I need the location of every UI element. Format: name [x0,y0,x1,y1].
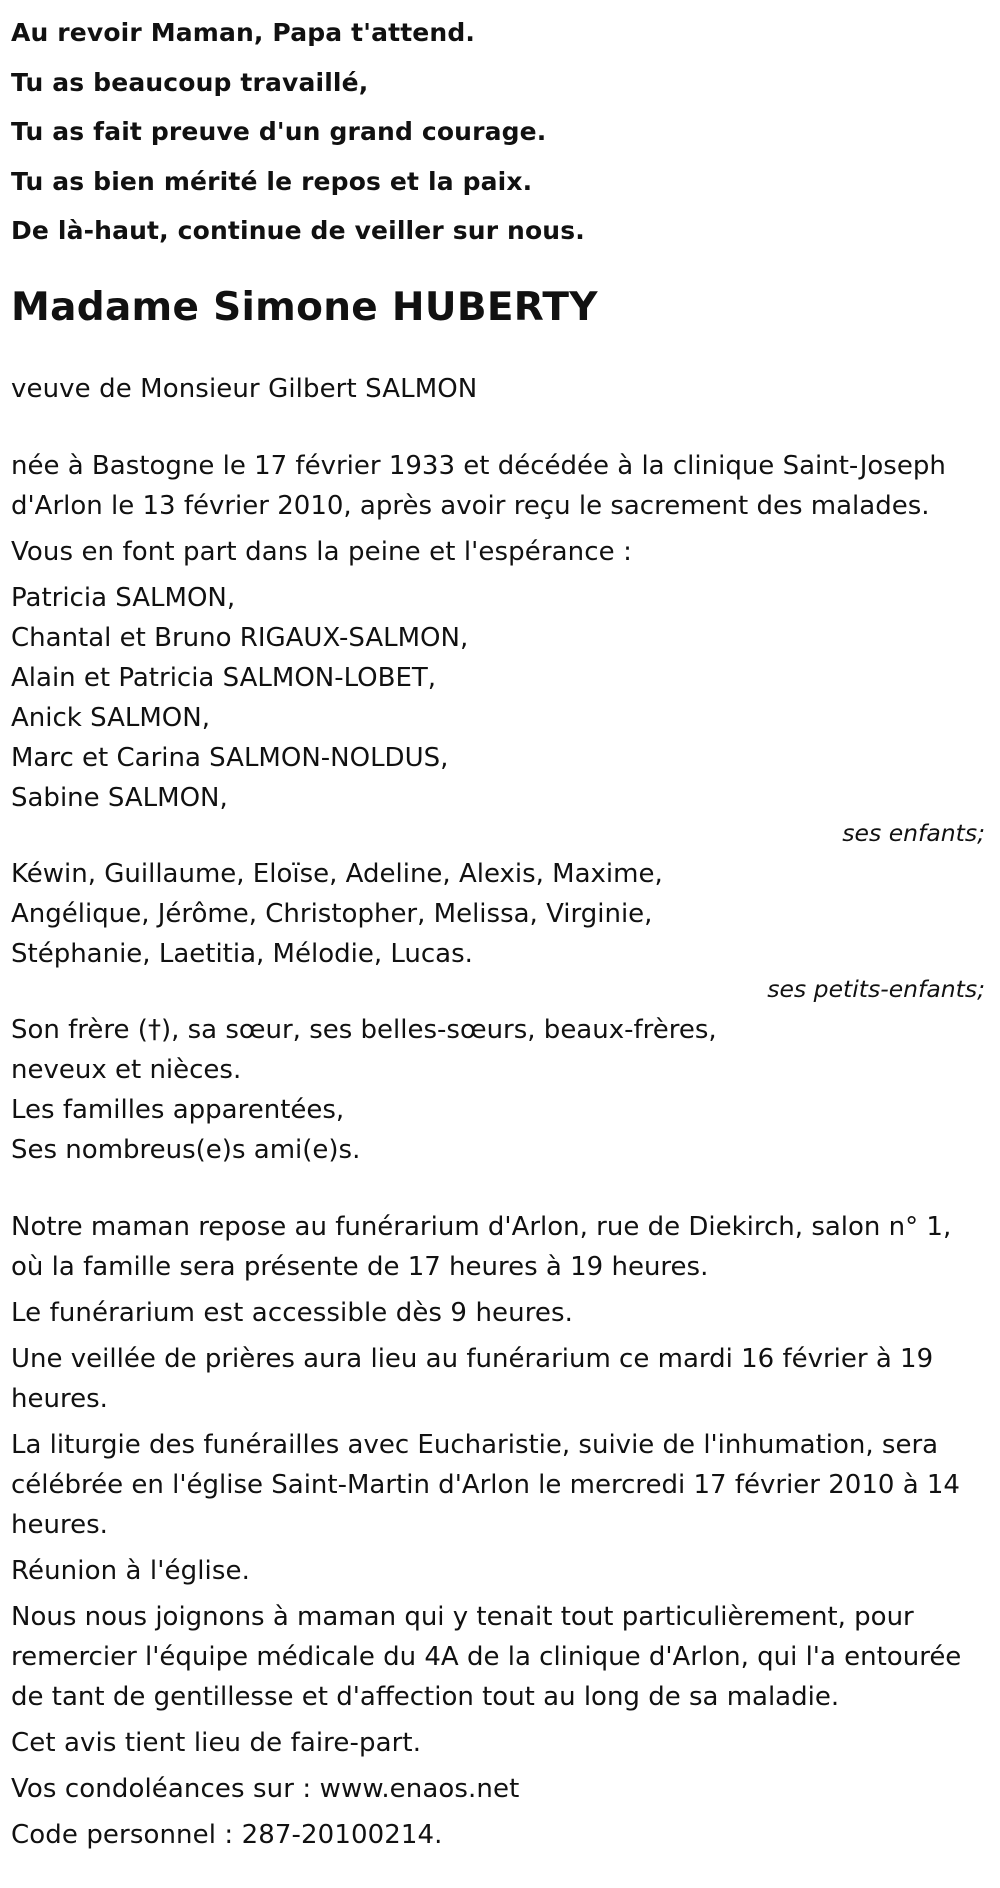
relatives-line: Son frère (†), sa sœur, ses belles-sœurs, beaux-frères, [11,1014,717,1045]
personal-code: Code personnel : 287-20100214. [11,1819,443,1850]
grandchildren-list [11,854,989,974]
children-list [11,578,989,818]
birth-death-paragraph [11,446,989,526]
child-entry: Chantal et Bruno RIGAUX-SALMON, [11,622,469,653]
child-entry: Patricia SALMON, [11,582,236,613]
farewell-verse [11,0,989,256]
grandchildren-line: Angélique, Jérôme, Christopher, Melissa, Virginie, [11,898,653,929]
condolences-text: Vos condoléances sur : www.enaos.net [11,1773,520,1804]
relatives-line: Les familles apparentées, [11,1094,345,1125]
verse-line: Tu as bien mérité le repos et la paix. [11,166,533,196]
funeral-home-line: où la famille sera présente de 17 heures à 19 heures. [11,1251,709,1282]
liturgy-line: La liturgie des funérailles avec Eucharistie, suivie de l'inhumation, sera [11,1429,939,1460]
church-meeting: Réunion à l'église. [11,1555,250,1586]
verse-line: Au revoir Maman, Papa t'attend. [11,18,476,47]
relatives-line: neveux et nièces. [11,1054,242,1085]
grandchildren-label: ses petits-enfants; [767,974,985,1003]
vigil-line: Une veillée de prières aura lieu au funérarium ce mardi 16 février à 19 [11,1343,934,1374]
birth-death-line: née à Bastogne le 17 février 1933 et décédée à la clinique Saint-Joseph [11,450,946,481]
child-entry: Alain et Patricia SALMON-LOBET, [11,662,437,693]
vigil-line: heures. [11,1383,108,1414]
children-label: ses enfants; [842,818,985,847]
access-hours: Le funérarium est accessible dès 9 heures. [11,1297,574,1328]
child-entry: Sabine SALMON, [11,782,228,813]
liturgy-paragraph [11,1425,989,1545]
notice-text: Cet avis tient lieu de faire-part. [11,1727,422,1758]
thanks-line: de tant de gentillesse et d'affection tout au long de sa maladie. [11,1681,840,1712]
birth-death-line: d'Arlon le 13 février 2010, après avoir reçu le sacrement des malades. [11,490,930,521]
funeral-home-line: Notre maman repose au funérarium d'Arlon, rue de Diekirch, salon n° 1, [11,1211,952,1242]
widow-of: veuve de Monsieur Gilbert SALMON [11,373,478,404]
deceased-name: Madame Simone HUBERTY [11,284,598,330]
child-entry: Marc et Carina SALMON-NOLDUS, [11,742,449,773]
relatives-list [11,1010,989,1170]
thanks-paragraph [11,1597,989,1717]
relatives-line: Ses nombreus(e)s ami(e)s. [11,1134,361,1165]
grandchildren-line: Stéphanie, Laetitia, Mélodie, Lucas. [11,938,473,969]
vigil-paragraph [11,1339,989,1419]
verse-line: De là-haut, continue de veiller sur nous. [11,216,585,245]
thanks-line: Nous nous joignons à maman qui y tenait tout particulièrement, pour [11,1601,914,1632]
grandchildren-line: Kéwin, Guillaume, Eloïse, Adeline, Alexis, Maxime, [11,858,663,889]
thanks-line: remercier l'équipe médicale du 4A de la clinique d'Arlon, qui l'a entourée [11,1641,962,1672]
verse-line: Tu as fait preuve d'un grand courage. [11,117,547,146]
liturgy-line: heures. [11,1509,108,1540]
funeral-home-paragraph [11,1207,989,1287]
liturgy-line: célébrée en l'église Saint-Martin d'Arlon le mercredi 17 février 2010 à 14 [11,1469,960,1500]
announcement: Vous en font part dans la peine et l'espérance : [11,536,632,567]
verse-line: Tu as beaucoup travaillé, [11,67,369,97]
child-entry: Anick SALMON, [11,702,210,733]
